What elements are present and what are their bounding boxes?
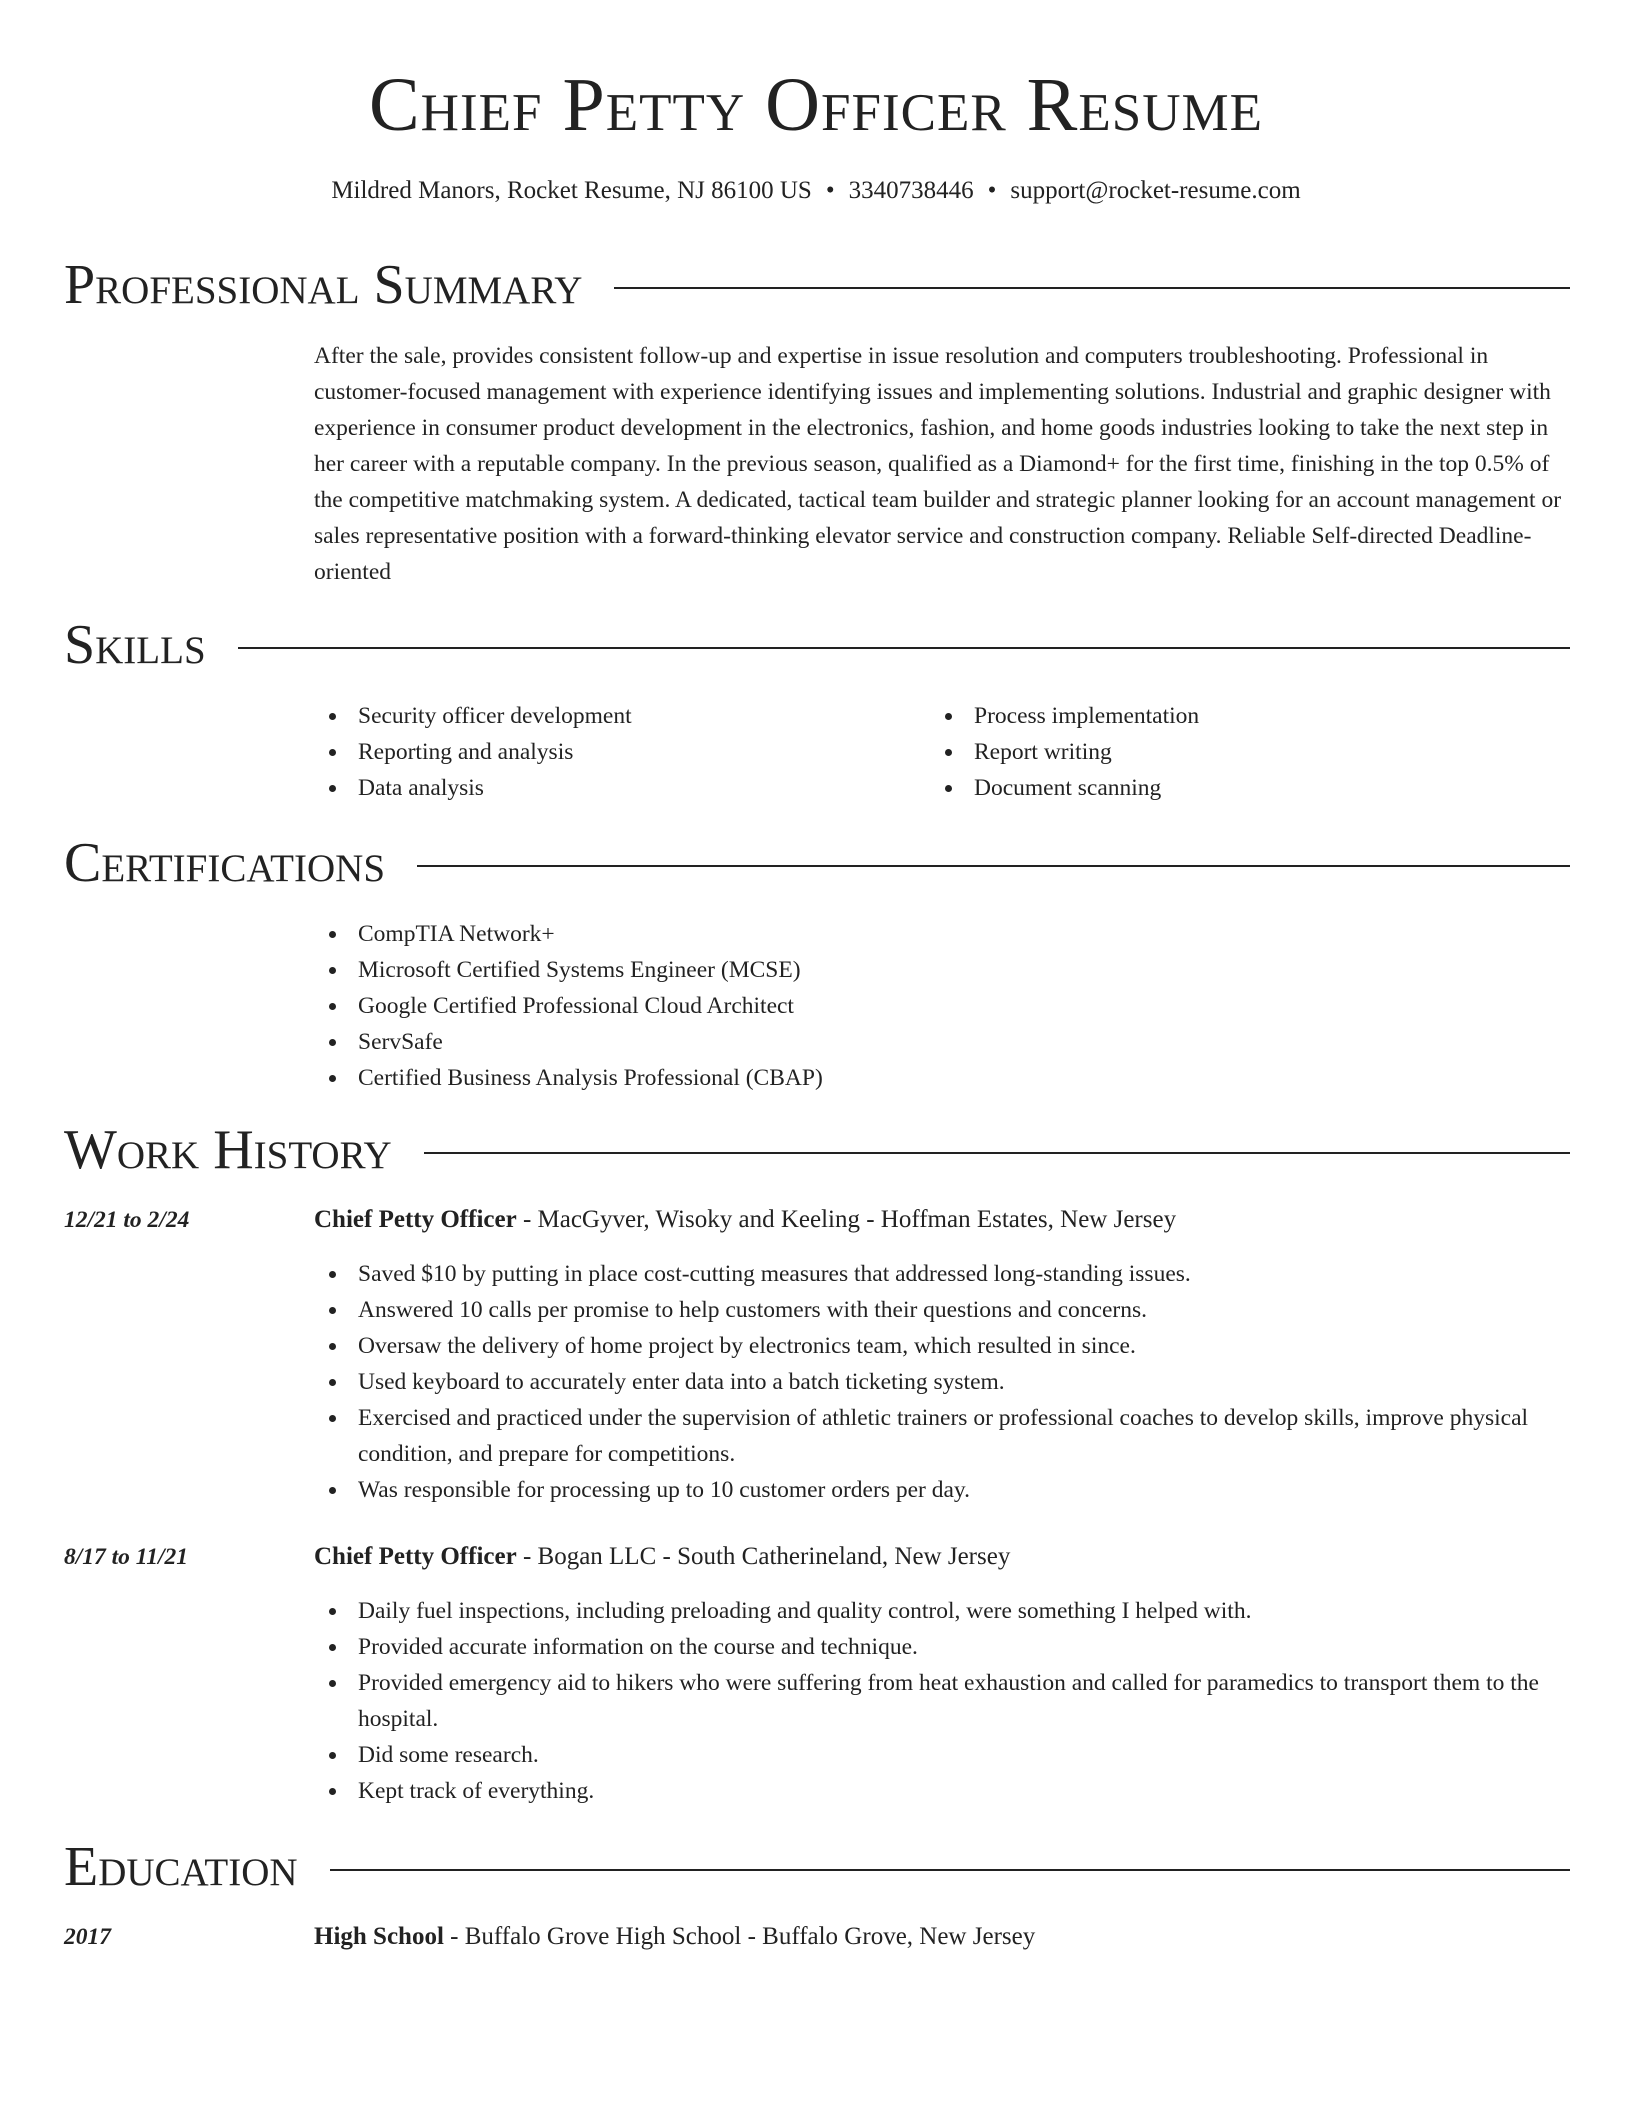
job-bullet: Oversaw the delivery of home project by electronics team, which resulted in since. — [314, 1328, 1570, 1364]
job-bullet: Was responsible for processing up to 10 customer orders per day. — [314, 1472, 1570, 1508]
skills-heading: Skills — [64, 614, 206, 676]
work-heading: Work History — [64, 1119, 392, 1181]
contact-separator: • — [825, 177, 835, 204]
contact-address: Mildred Manors, Rocket Resume, NJ 86100 US — [331, 177, 812, 204]
job-details: - Bogan LLC - South Catherineland, New Jersey — [516, 1543, 1011, 1570]
education-line — [314, 1919, 1570, 1955]
certifications-block — [314, 916, 1570, 1096]
certification-item: Google Certified Professional Cloud Architect — [314, 988, 1570, 1024]
skill-item: Reporting and analysis — [314, 734, 930, 770]
certification-item: Certified Business Analysis Professional (CBAP) — [314, 1060, 1570, 1096]
job-bullet: Kept track of everything. — [314, 1773, 1570, 1809]
section-divider — [238, 647, 1570, 649]
contact-phone[interactable]: 3340738446 — [848, 177, 974, 204]
skills-list-left — [314, 698, 930, 806]
summary-heading: Professional Summary — [64, 254, 583, 316]
education-year: 2017 — [64, 1924, 111, 1950]
certification-item: Microsoft Certified Systems Engineer (MCSE) — [314, 952, 1570, 988]
education-section-header — [64, 1834, 1570, 1900]
education-heading: Education — [64, 1836, 298, 1898]
job-bullet: Did some research. — [314, 1737, 1570, 1773]
section-divider — [330, 1869, 1570, 1871]
summary-text: After the sale, provides consistent follow-up and expertise in issue resolution and computers troubleshooting. Professional in customer-focused management with experience identifying issues and implementing solutions. Industrial and graphic designer with experience in consumer product development in the electronics, fashion, and home goods industries looking to take the next step in her career with a reputable company. In the previous season, qualified as a Diamond+ for the first time, finishing in the top 0.5% of the competitive matchmaking system. A dedicated, tactical team builder and strategic planner looking for an account management or sales representative position with a forward-thinking elevator service and construction company. Reliable Self-directed Deadline-oriented — [314, 343, 1562, 585]
section-divider — [614, 287, 1570, 289]
certifications-section-header — [64, 830, 1570, 896]
job-bullet: Provided accurate information on the course and technique. — [314, 1629, 1570, 1665]
skill-item: Document scanning — [930, 770, 1546, 806]
section-divider — [417, 865, 1570, 867]
contact-email[interactable]: support@rocket-resume.com — [1010, 177, 1301, 204]
skill-item: Security officer development — [314, 698, 930, 734]
job-bullets — [314, 1593, 1570, 1809]
summary-section-header — [64, 252, 1570, 318]
job-title-line — [314, 1202, 1570, 1238]
resume-title: Chief Petty Officer Resume — [368, 63, 1263, 147]
certifications-list — [314, 916, 1570, 1096]
job-dates: 8/17 to 11/21 — [64, 1544, 189, 1570]
skills-list-right — [930, 698, 1546, 806]
job-title-line — [314, 1539, 1570, 1575]
certification-item: ServSafe — [314, 1024, 1570, 1060]
work-section-header — [64, 1117, 1570, 1183]
job-bullet: Answered 10 calls per promise to help customers with their questions and concerns. — [314, 1292, 1570, 1328]
skill-item: Data analysis — [314, 770, 930, 806]
skill-item: Report writing — [930, 734, 1546, 770]
education-details: - Buffalo Grove High School - Buffalo Grove, New Jersey — [443, 1923, 1036, 1950]
job-role: Chief Petty Officer — [314, 1206, 517, 1233]
contact-separator: • — [987, 177, 997, 204]
job-dates: 12/21 to 2/24 — [64, 1207, 190, 1233]
skills-section-header — [64, 612, 1570, 678]
job-bullets — [314, 1256, 1570, 1508]
contact-line — [0, 174, 1632, 208]
education-degree: High School — [314, 1923, 444, 1950]
job-bullet: Provided emergency aid to hikers who were suffering from heat exhaustion and called for paramedics to transport them to the hospital. — [314, 1665, 1570, 1737]
certifications-heading: Certifications — [64, 832, 386, 894]
job-bullet: Exercised and practiced under the supervision of athletic trainers or professional coaches to develop skills, improve physical condition, and prepare for competitions. — [314, 1400, 1570, 1472]
job-role: Chief Petty Officer — [314, 1543, 517, 1570]
certification-item: CompTIA Network+ — [314, 916, 1570, 952]
section-divider — [424, 1152, 1570, 1154]
job-bullet: Daily fuel inspections, including preloading and quality control, were something I helped with. — [314, 1593, 1570, 1629]
job-bullets-block — [314, 1256, 1570, 1508]
job-bullet: Saved $10 by putting in place cost-cutting measures that addressed long-standing issues. — [314, 1256, 1570, 1292]
skills-grid — [314, 698, 1570, 806]
job-bullets-block — [314, 1593, 1570, 1809]
job-details: - MacGyver, Wisoky and Keeling - Hoffman Estates, New Jersey — [516, 1206, 1177, 1233]
job-bullet: Used keyboard to accurately enter data into a batch ticketing system. — [314, 1364, 1570, 1400]
skill-item: Process implementation — [930, 698, 1546, 734]
